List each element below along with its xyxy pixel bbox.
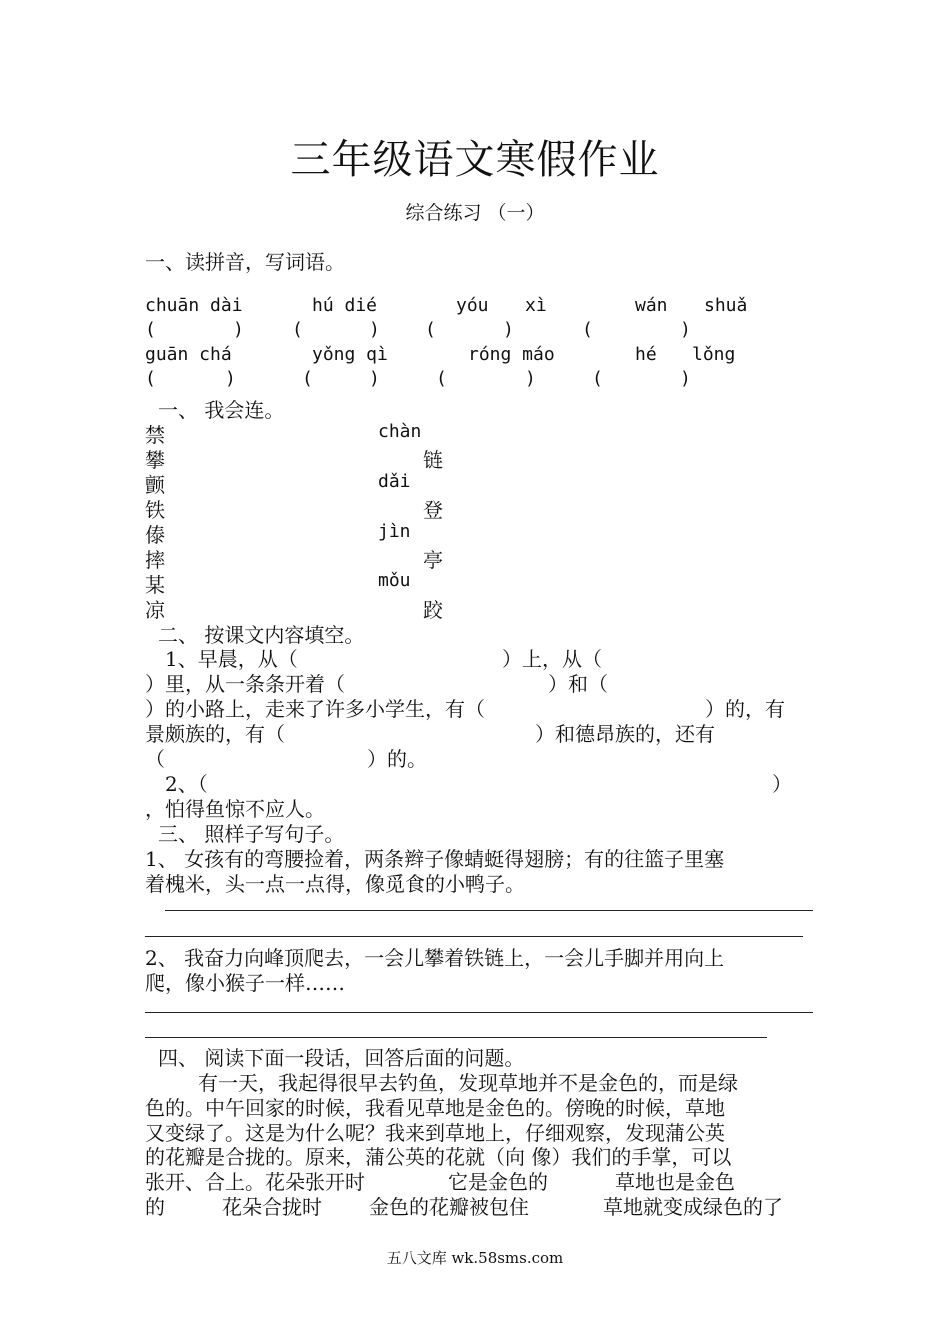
match-right-char: 链 <box>423 448 443 472</box>
answer-line[interactable] <box>145 936 803 937</box>
answer-paren-close: ) <box>369 319 380 340</box>
section-heading-sentences: 三、 照样子写句子。 <box>158 822 345 846</box>
answer-line[interactable] <box>145 1012 813 1013</box>
fill-text: 景颇族的，有（ <box>145 722 285 746</box>
match-left-char: 摔 <box>145 548 165 572</box>
fill-text: ）的。 <box>367 747 427 771</box>
fill-text: ）和（ <box>548 672 608 696</box>
match-left-char: 傣 <box>145 523 165 547</box>
match-left-char: 颤 <box>145 473 165 497</box>
match-pinyin: chàn <box>378 421 422 442</box>
reading-text: 它是金色的 <box>448 1170 548 1194</box>
reading-text: 草地也是金色 <box>615 1170 735 1194</box>
reading-text: 色的。中午回家的时候，我看见草地是金色的。傍晚的时候，草地 <box>145 1096 725 1120</box>
fill-text: 2、（ <box>165 772 208 796</box>
answer-paren-open: ( <box>145 319 156 340</box>
answer-paren-close: ) <box>233 319 244 340</box>
match-pinyin: dǎi <box>378 471 411 492</box>
match-right-char: 登 <box>423 498 443 522</box>
example-sentence: 爬，像小猴子一样…… <box>145 971 345 995</box>
answer-paren-open: ( <box>582 319 593 340</box>
answer-paren-close: ) <box>503 319 514 340</box>
reading-text: 有一天，我起得很早去钓鱼，发现草地并不是金色的，而是绿 <box>198 1071 738 1095</box>
answer-paren-open: ( <box>436 368 447 389</box>
answer-paren-open: ( <box>592 368 603 389</box>
pinyin: lǒng <box>692 344 736 365</box>
reading-text: 的花瓣是合拢的。原来，蒲公英的花就（向 像）我们的手掌，可以 <box>145 1145 732 1169</box>
pinyin: yǒng qì <box>312 344 388 365</box>
pinyin: wán <box>635 295 668 316</box>
fill-text: ）上，从（ <box>502 647 602 671</box>
match-right-char: 亭 <box>423 548 443 572</box>
answer-line[interactable] <box>165 910 813 911</box>
match-left-char: 禁 <box>145 423 165 447</box>
fill-text: ）和德昂族的，还有 <box>535 722 715 746</box>
pinyin: guān chá <box>145 344 232 365</box>
match-left-char: 凉 <box>145 598 165 622</box>
match-right-char: 跤 <box>423 598 443 622</box>
answer-paren-close: ) <box>369 368 380 389</box>
pinyin: xì <box>525 295 547 316</box>
match-left-char: 铁 <box>145 498 165 522</box>
example-sentence: 1、 女孩有的弯腰捡着，两条辫子像蜻蜓得翅膀；有的往篮子里塞 <box>145 847 725 871</box>
pinyin: yóu <box>456 295 489 316</box>
pinyin: shuǎ <box>704 295 748 316</box>
fill-text: ）的，有 <box>705 697 785 721</box>
match-pinyin: mǒu <box>378 570 411 591</box>
fill-text: ，怕得鱼惊不应人。 <box>145 797 325 821</box>
pinyin: hú dié <box>312 295 378 316</box>
answer-paren-open: ( <box>302 368 313 389</box>
footer-source: 五八文库 wk.58sms.com <box>386 1249 564 1267</box>
match-pinyin: jìn <box>378 521 411 542</box>
fill-text: ） <box>772 772 792 796</box>
reading-text: 金色的花瓣被包住 <box>369 1195 529 1219</box>
reading-text: 花朵合拢时 <box>222 1195 322 1219</box>
answer-paren-open: ( <box>425 319 436 340</box>
example-sentence: 2、 我奋力向峰顶爬去，一会儿攀着铁链上，一会儿手脚并用向上 <box>145 946 725 970</box>
answer-paren-open: ( <box>145 368 156 389</box>
match-left-char: 攀 <box>145 448 165 472</box>
pinyin: hé <box>635 344 657 365</box>
section-heading-pinyin: 一、读拼音，写词语。 <box>145 250 345 274</box>
answer-line[interactable] <box>145 1037 767 1038</box>
page-subtitle: 综合练习 （一） <box>405 202 545 224</box>
page-title: 三年级语文寒假作业 <box>290 137 660 183</box>
answer-paren-close: ) <box>680 368 691 389</box>
reading-text: 草地就变成绿色的了 <box>603 1195 783 1219</box>
fill-text: （ <box>145 747 165 771</box>
pinyin: chuān dài <box>145 295 243 316</box>
fill-text: ）的小路上，走来了许多小学生，有（ <box>145 697 485 721</box>
reading-text: 的 <box>145 1195 165 1219</box>
answer-paren-close: ) <box>225 368 236 389</box>
fill-text: ）里，从一条条开着（ <box>145 672 345 696</box>
fill-text: 1、早晨，从（ <box>165 647 298 671</box>
example-sentence: 着槐米，头一点一点得，像觅食的小鸭子。 <box>145 872 525 896</box>
section-heading-fill: 二、 按课文内容填空。 <box>158 623 365 647</box>
section-heading-reading: 四、 阅读下面一段话，回答后面的问题。 <box>158 1046 525 1070</box>
answer-paren-close: ) <box>680 319 691 340</box>
reading-text: 又变绿了。这是为什么呢？我来到草地上，仔细观察，发现蒲公英 <box>145 1121 725 1145</box>
pinyin: róng máo <box>468 344 555 365</box>
reading-text: 张开、合上。花朵张开时 <box>145 1170 365 1194</box>
answer-paren-open: ( <box>292 319 303 340</box>
match-left-char: 某 <box>145 573 165 597</box>
section-heading-match: 一、 我会连。 <box>158 398 285 422</box>
answer-paren-close: ) <box>525 368 536 389</box>
